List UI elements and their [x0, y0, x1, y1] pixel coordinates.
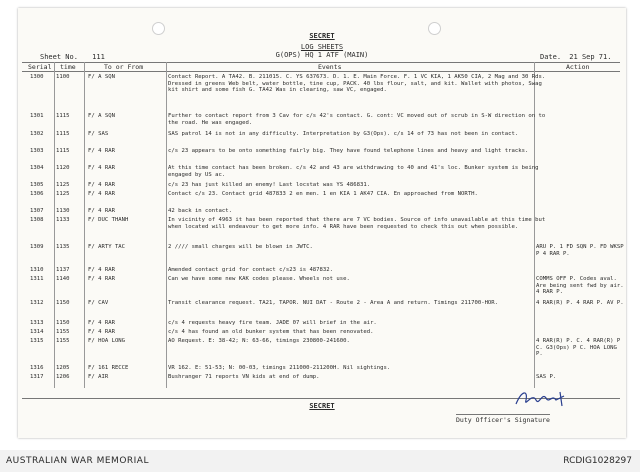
row-tofrom: F/ 4 RAR: [88, 329, 115, 335]
row-serial: 1309: [30, 244, 44, 250]
classification-top: SECRET: [309, 32, 335, 40]
row-events: Contact Report. A TA42. B. 211015. C. YS 637673. D. 1. E. Main Force. F. 1 VC KIA, 1 AK50 CIA, 2 Mag and 30 Rds. Dressed in greens Web belt, water bottle, tine cup, PACK. 40 lbs flour, salt, and kit. Wallet with photos, Swag kit shirt and some fish G. TA42 Was in clearing, saw VC, engaged.: [168, 74, 546, 93]
row-events: Further to contact report from 3 Cav for c/s 42's contact. G. cont: VC moved out of scrub in S-W direction on to the road. He was engaged.: [168, 113, 546, 126]
row-serial: 1302: [30, 131, 44, 137]
row-tofrom: F/ 4 RAR: [88, 320, 115, 326]
row-tofrom: F/ A SQN: [88, 74, 115, 80]
row-tofrom: F/ 4 RAR: [88, 191, 115, 197]
row-time: 1205: [56, 365, 70, 371]
row-tofrom: F/ A SQN: [88, 113, 115, 119]
row-action: SAS P.: [536, 374, 557, 380]
row-events: VR 162. E: 51-53; N: 00-03, timings 211000-211200H. Nil sightings.: [168, 365, 391, 371]
row-action: 4 RAR(R) P. C. 4 RAR(R) P C. G3(Ops) P C. HOA LONG P.: [536, 338, 621, 357]
sheet-label: Sheet No.: [40, 53, 78, 61]
row-events: c/s 23 has just killed an enemy! Last locstat was YS 486831.: [168, 182, 371, 188]
row-tofrom: F/ AIR: [88, 374, 109, 380]
row-events: Bushranger 71 reports VN kids at end of dump.: [168, 374, 320, 380]
row-serial: 1308: [30, 217, 44, 223]
row-serial: 1314: [30, 329, 44, 335]
col-time: time: [60, 63, 76, 71]
date-label: Date.: [540, 53, 562, 61]
date-value: 21 Sep 71.: [569, 53, 612, 61]
row-events: c/s 23 appears to be onto something fairly big. They have found telephone lines and heavy and light tracks.: [168, 148, 529, 154]
row-events: SAS patrol 14 is not in any difficulty. Interpretation by G3(Ops). c/s 14 of 73 has not been in contact.: [168, 131, 519, 137]
row-events: Amended contact grid for contact c/s23 is 487832.: [168, 267, 334, 273]
row-tofrom: F/ 4 RAR: [88, 208, 115, 214]
row-serial: 1310: [30, 267, 44, 273]
row-time: 1155: [56, 338, 70, 344]
row-serial: 1305: [30, 182, 44, 188]
col-serial: Serial: [28, 63, 52, 71]
row-events: c/s 4 requests heavy fire team. JADE 07 will brief in the air.: [168, 320, 377, 326]
col-action: Action: [566, 63, 590, 71]
row-tofrom: F/ 4 RAR: [88, 148, 115, 154]
classification-bottom: SECRET: [309, 402, 335, 410]
row-events: Can we have some new KAK codes please. Wheels not use.: [168, 276, 350, 282]
row-serial: 1316: [30, 365, 44, 371]
archive-id: RCDIG1028297: [563, 456, 632, 466]
row-serial: 1313: [30, 320, 44, 326]
row-events: At this time contact has been broken. c/s 42 and 43 are withdrawing to 40 and 41's loc. Bunker system is being engaged by US ac.: [168, 165, 539, 178]
sheet-number: 111: [92, 53, 105, 61]
row-tofrom: F/ 4 RAR: [88, 165, 115, 171]
log-sheet-page: [18, 8, 626, 438]
row-serial: 1300: [30, 74, 44, 80]
row-time: 1150: [56, 300, 70, 306]
row-time: 1115: [56, 131, 70, 137]
row-events: In vicinity of 4963 it has been reported that there are 7 VC bodies. Source of info unavailable at this time but when located will endeavour to get more info. 4 RAR have been requested to check this out when possible.: [168, 217, 546, 230]
row-serial: 1306: [30, 191, 44, 197]
row-time: 1115: [56, 148, 70, 154]
row-events: Contact c/s 23. Contact grid 487833 2 en men. 1 en KIA 1 AK47 CIA. En approached from NORTH.: [168, 191, 478, 197]
row-events: 42 back in contact.: [168, 208, 232, 214]
row-tofrom: F/ DUC THANH: [88, 217, 129, 223]
row-serial: 1304: [30, 165, 44, 171]
row-tofrom: F/ CAV: [88, 300, 109, 306]
row-time: 1133: [56, 217, 70, 223]
sheet-subtitle: G(OPS) HQ 1 ATF (MAIN): [275, 51, 369, 59]
signature-label: Duty Officer's Signature: [456, 416, 550, 424]
row-time: 1137: [56, 267, 70, 273]
row-time: 1135: [56, 244, 70, 250]
row-events: 2 //// small charges will be blown in JWTC.: [168, 244, 313, 250]
archive-watermark-bar: [0, 450, 640, 472]
row-tofrom: F/ 4 RAR: [88, 276, 115, 282]
row-serial: 1312: [30, 300, 44, 306]
col-events: Events: [318, 63, 342, 71]
row-tofrom: F/ ARTY TAC: [88, 244, 126, 250]
row-serial: 1311: [30, 276, 44, 282]
row-time: 1130: [56, 208, 70, 214]
row-action: COMMS OFF P. Codes aval. Are being sent fwd by air. 4 RAR P.: [536, 276, 624, 295]
row-time: 1206: [56, 374, 70, 380]
row-events: AO Request. E: 38-42; N: 63-66, timings 230800-241600.: [168, 338, 350, 344]
row-serial: 1303: [30, 148, 44, 154]
row-action: ARU P. 1 FD SQN P. FD WKSP P 4 RAR P.: [536, 244, 624, 257]
row-time: 1120: [56, 165, 70, 171]
row-time: 1150: [56, 320, 70, 326]
row-events: Transit clearance request. TA21, TAPOR. NUI DAT - Route 2 - Area A and return. Timings 211700-HOR.: [168, 300, 499, 306]
row-tofrom: F/ SAS: [88, 131, 109, 137]
row-time: 1125: [56, 191, 70, 197]
col-tofrom: To or From: [104, 63, 144, 71]
row-serial: 1307: [30, 208, 44, 214]
row-tofrom: F/ HOA LONG: [88, 338, 126, 344]
row-action: 4 RAR(R) P. 4 RAR P. AV P.: [536, 300, 624, 306]
row-serial: 1315: [30, 338, 44, 344]
sheet-title: LOG SHEETS: [300, 43, 344, 51]
archive-name: AUSTRALIAN WAR MEMORIAL: [6, 456, 149, 466]
row-time: 1115: [56, 113, 70, 119]
row-time: 1125: [56, 182, 70, 188]
signature-icon: [512, 386, 574, 412]
log-entries: [18, 8, 626, 438]
row-time: 1155: [56, 329, 70, 335]
row-serial: 1317: [30, 374, 44, 380]
row-time: 1100: [56, 74, 70, 80]
row-time: 1140: [56, 276, 70, 282]
row-tofrom: F/ 4 RAR: [88, 182, 115, 188]
row-tofrom: F/ 4 RAR: [88, 267, 115, 273]
row-serial: 1301: [30, 113, 44, 119]
row-events: c/s 4 has found an old bunker system that has been renovated.: [168, 329, 374, 335]
row-tofrom: F/ 161 RECCE: [88, 365, 129, 371]
